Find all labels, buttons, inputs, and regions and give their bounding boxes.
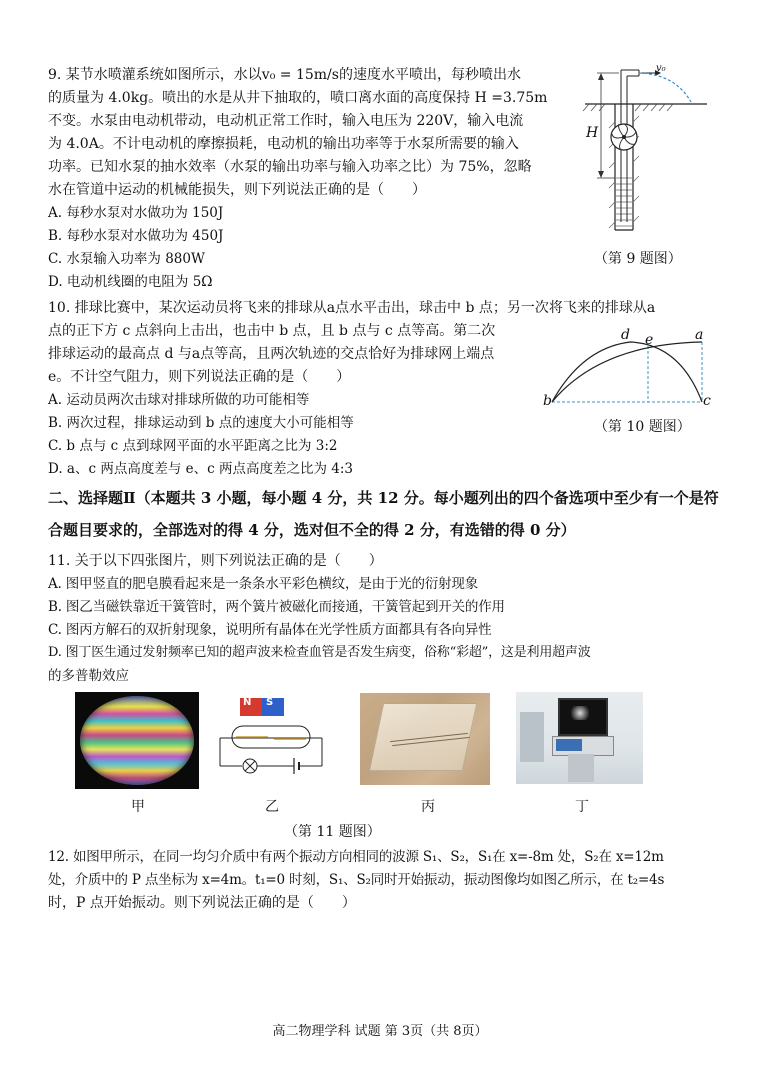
q10-line-4: e。不计空气阻力，则下列说法正确的是（ ） [48, 369, 351, 385]
page-footer: 高二物理学科 试题 第 3页（共 8页） [272, 1024, 488, 1039]
q9-line-1: 9. 某节水喷灌系统如图所示，水以v₀ = 15m/s的速度水平喷出，每秒喷出水 [48, 67, 521, 83]
q9-line-5: 功率。已知水泵的抽水效率（水泵的输出功率与输入功率之比）为 75%，忽略 [48, 159, 532, 175]
q9-h-label: H [586, 125, 599, 141]
q10-option-c: C. b 点与 c 点到球网平面的水平距离之比为 3:2 [48, 438, 338, 454]
q12-line-1: 12. 如图甲所示，在同一均匀介质中有两个振动方向相同的波源 S₁、S₂，S₁在 x=-8m 处，S₂在 x=12m [48, 849, 664, 865]
q11-magnet-n-label: N [243, 697, 252, 708]
q9-figure-caption: （第 9 题图） [594, 251, 682, 267]
q9-line-2: 的质量为 4.0kg。喷出的水是从井下抽取的，喷口离水面的高度保持 H =3.75m [48, 90, 548, 106]
q11-label-ding: 丁 [575, 799, 589, 815]
q11-option-d: D. 图丁医生通过发射频率已知的超声波来检查血管是否发生病变，俗称“彩超”，这是利用超声波 [48, 645, 591, 660]
q10-point-b: b [543, 393, 552, 409]
q10-figure-trajectories [540, 326, 720, 414]
q9-option-d: D. 电动机线圈的电阻为 5Ω [48, 274, 213, 290]
q11-option-d-cont: 的多普勒效应 [48, 668, 129, 684]
q9-option-a: A. 每秒水泵对水做功为 150J [48, 205, 224, 221]
q12-line-3: 时，P 点开始振动。则下列说法正确的是（ ） [48, 895, 356, 911]
q9-option-c: C. 水泵输入功率为 880W [48, 251, 205, 267]
q10-figure-caption: （第 10 题图） [594, 419, 691, 435]
q11-soap-film-image [75, 692, 199, 789]
q10-line-1: 10. 排球比赛中，某次运动员将飞来的排球从a点水平击出，球击中 b 点；另一次将飞来的排球从a [48, 300, 656, 316]
q11-option-a: A. 图甲竖直的肥皂膜看起来是一条条水平彩色横纹，是由于光的衍射现象 [48, 576, 479, 592]
q11-label-jia: 甲 [131, 799, 145, 815]
q10-point-d: d [621, 327, 630, 343]
q12-line-2: 处，介质中的 P 点坐标为 x=4m。t₁=0 时刻，S₁、S₂同时开始振动，振动图像均如图乙所示，在 t₂=4s [48, 872, 665, 888]
q11-calcite-image [360, 693, 490, 785]
q10-point-c: c [703, 393, 711, 409]
q10-point-a: a [695, 327, 704, 343]
q10-option-a: A. 运动员两次击球对排球所做的功可能相等 [48, 392, 310, 408]
q11-option-c: C. 图丙方解石的双折射现象，说明所有晶体在光学性质方面都具有各向异性 [48, 622, 492, 638]
q11-figure-caption: （第 11 题图） [284, 824, 381, 840]
q9-line-3: 不变。水泵由电动机带动，电动机正常工作时，输入电压为 220V，输入电流 [48, 113, 524, 129]
q11-label-bing: 丙 [421, 799, 435, 815]
q9-v0-label: v₀ [656, 63, 666, 74]
section2-heading-line-1: 二、选择题Ⅱ（本题共 3 小题，每小题 4 分，共 12 分。每小题列出的四个备选项中至少有一个是符 [48, 489, 719, 507]
q9-figure-well-pump [575, 62, 725, 242]
q9-line-4: 为 4.0A。不计电动机的摩擦损耗，电动机的输出功率等于水泵所需要的输入 [48, 136, 519, 152]
q10-option-b: B. 两次过程，排球运动到 b 点的速度大小可能相等 [48, 415, 354, 431]
q10-point-e: e [645, 332, 654, 348]
q9-line-6: 水在管道中运动的机械能损失，则下列说法正确的是（ ） [48, 182, 426, 198]
q11-label-yi: 乙 [265, 799, 279, 815]
q11-option-b: B. 图乙当磁铁靠近干簧管时，两个簧片被磁化而接通，干簧管起到开关的作用 [48, 599, 505, 615]
q10-line-2: 点的正下方 c 点斜向上击出，也击中 b 点，且 b 点与 c 点等高。第二次 [48, 323, 496, 339]
section2-heading-line-2: 合题目要求的，全部选对的得 4 分，选对但不全的得 2 分，有选错的得 0 分） [48, 521, 576, 539]
q9-option-b: B. 每秒水泵对水做功为 450J [48, 228, 224, 244]
q11-stem: 11. 关于以下四张图片，则下列说法正确的是（ ） [48, 553, 383, 569]
q11-ultrasound-image [516, 692, 643, 784]
q11-magnet-s-label: S [266, 697, 274, 708]
q10-line-3: 排球运动的最高点 d 与a点等高，且两次轨迹的交点恰好为排球网上端点 [48, 346, 495, 362]
q10-option-d: D. a、c 两点高度差与 e、c 两点高度差之比为 4:3 [48, 461, 353, 477]
